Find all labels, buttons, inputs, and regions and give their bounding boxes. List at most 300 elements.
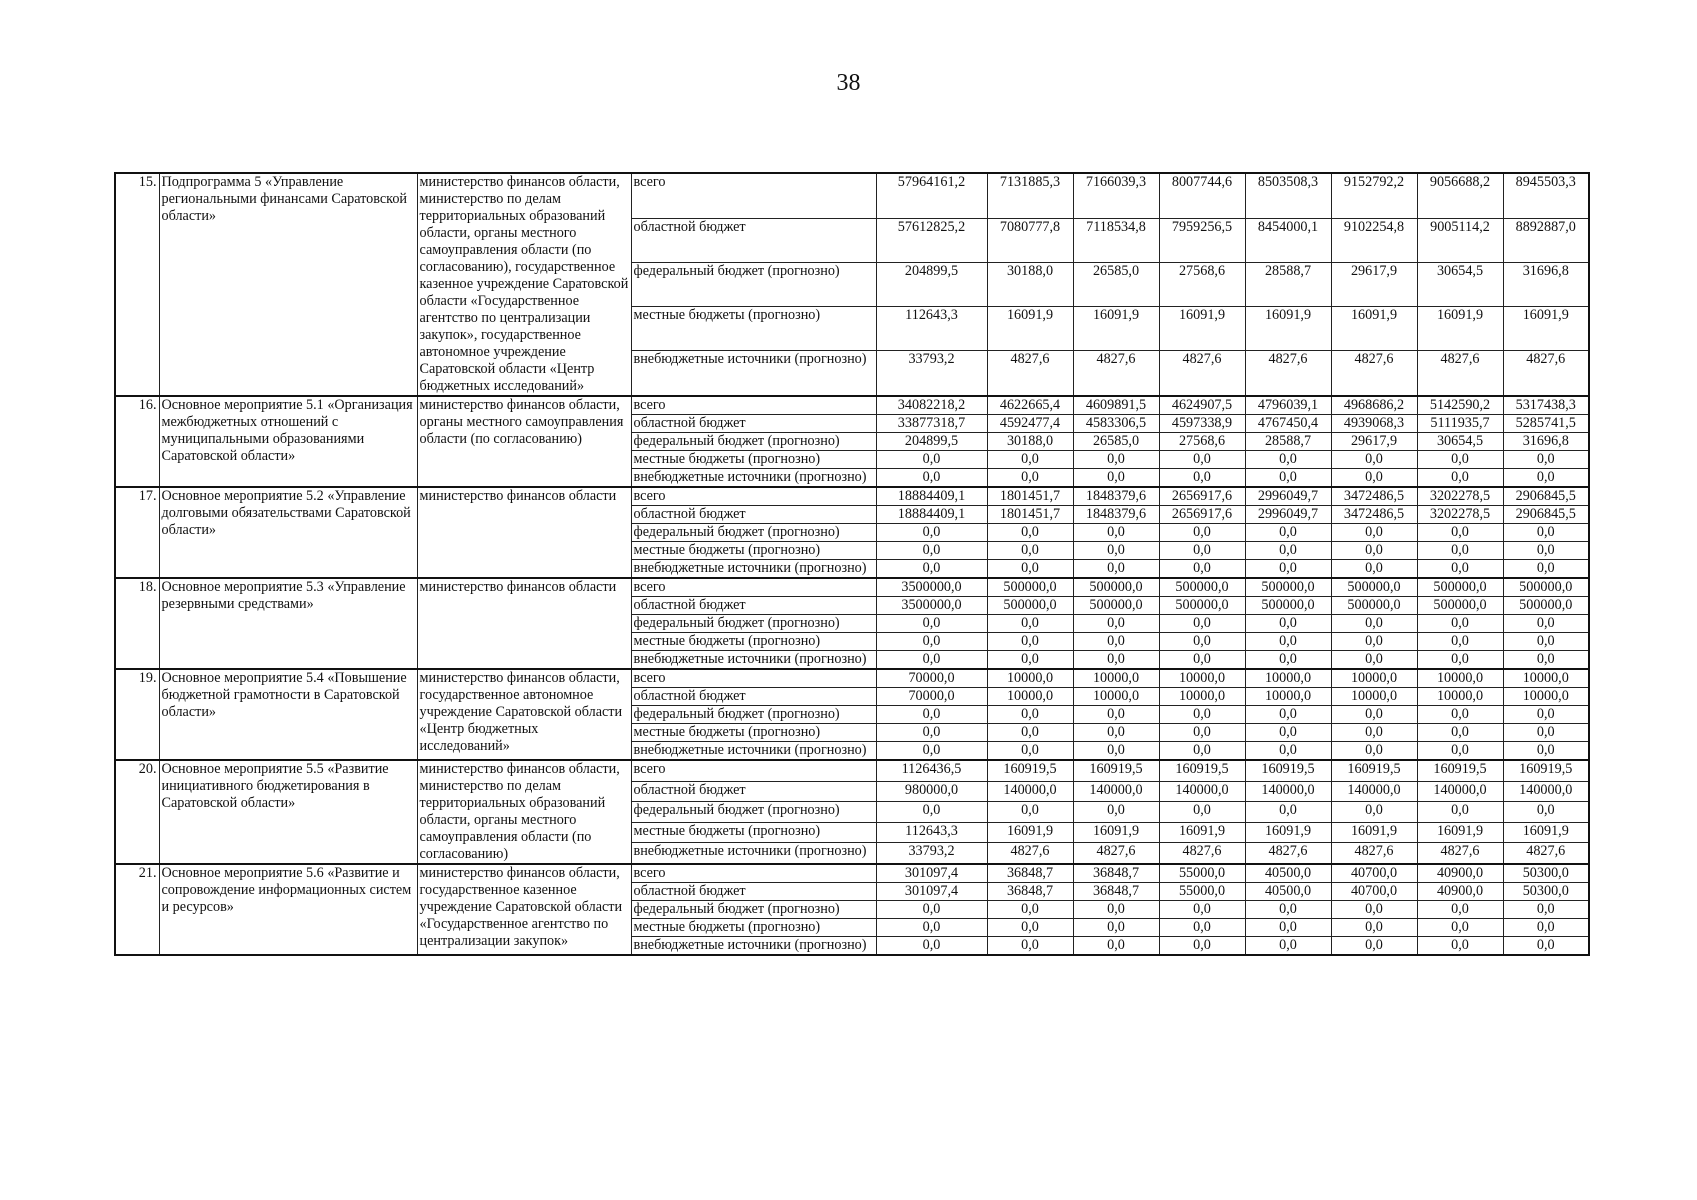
amount-cell: 7118534,8	[1073, 218, 1159, 262]
amount-cell: 160919,5	[987, 760, 1073, 781]
funding-source: внебюджетные источники (прогнозно)	[631, 469, 876, 488]
amount-cell: 0,0	[1331, 937, 1417, 956]
amount-cell: 0,0	[1417, 802, 1503, 823]
amount-cell: 0,0	[1159, 615, 1245, 633]
amount-cell: 1848379,6	[1073, 506, 1159, 524]
row-number: 18.	[115, 578, 159, 669]
program-name: Основное мероприятие 5.1 «Организация межбюджетных отношений с муниципальными образованиями Саратовской области»	[159, 396, 417, 487]
amount-cell: 0,0	[987, 615, 1073, 633]
amount-cell: 0,0	[1503, 937, 1589, 956]
amount-cell: 16091,9	[1073, 822, 1159, 843]
amount-cell: 0,0	[987, 742, 1073, 761]
amount-cell: 0,0	[1417, 542, 1503, 560]
amount-cell: 0,0	[1503, 651, 1589, 670]
amount-cell: 0,0	[1417, 742, 1503, 761]
amount-cell: 0,0	[1331, 615, 1417, 633]
amount-cell: 4827,6	[1331, 351, 1417, 396]
amount-cell: 0,0	[1159, 742, 1245, 761]
amount-cell: 4827,6	[1073, 843, 1159, 864]
amount-cell: 4592477,4	[987, 415, 1073, 433]
amount-cell: 0,0	[1073, 937, 1159, 956]
amount-cell: 27568,6	[1159, 262, 1245, 306]
amount-cell: 18884409,1	[876, 506, 987, 524]
amount-cell: 4827,6	[1159, 351, 1245, 396]
amount-cell: 0,0	[1417, 524, 1503, 542]
row-number: 19.	[115, 669, 159, 760]
amount-cell: 4609891,5	[1073, 396, 1159, 415]
amount-cell: 40900,0	[1417, 864, 1503, 883]
amount-cell: 500000,0	[1331, 597, 1417, 615]
amount-cell: 0,0	[1245, 451, 1331, 469]
amount-cell: 16091,9	[987, 307, 1073, 351]
amount-cell: 160919,5	[1073, 760, 1159, 781]
amount-cell: 0,0	[1159, 542, 1245, 560]
amount-cell: 0,0	[1503, 451, 1589, 469]
funding-source: всего	[631, 487, 876, 506]
table-row	[115, 669, 1589, 688]
amount-cell: 16091,9	[1417, 822, 1503, 843]
amount-cell: 36848,7	[987, 864, 1073, 883]
funding-source: внебюджетные источники (прогнозно)	[631, 843, 876, 864]
program-name: Основное мероприятие 5.6 «Развитие и сопровождение информационных систем и ресурсов»	[159, 864, 417, 955]
amount-cell: 26585,0	[1073, 433, 1159, 451]
funding-source: местные бюджеты (прогнозно)	[631, 633, 876, 651]
amount-cell: 140000,0	[1417, 781, 1503, 802]
funding-source: федеральный бюджет (прогнозно)	[631, 615, 876, 633]
amount-cell: 160919,5	[1159, 760, 1245, 781]
amount-cell: 0,0	[1245, 560, 1331, 579]
amount-cell: 27568,6	[1159, 433, 1245, 451]
amount-cell: 0,0	[1417, 615, 1503, 633]
amount-cell: 0,0	[1159, 937, 1245, 956]
amount-cell: 5317438,3	[1503, 396, 1589, 415]
row-number: 16.	[115, 396, 159, 487]
amount-cell: 0,0	[1159, 469, 1245, 488]
funding-source: всего	[631, 760, 876, 781]
executor: министерство финансов области, государственное автономное учреждение Саратовской области «Центр бюджетных исследований»	[417, 669, 631, 760]
amount-cell: 160919,5	[1245, 760, 1331, 781]
amount-cell: 36848,7	[1073, 864, 1159, 883]
amount-cell: 0,0	[1245, 651, 1331, 670]
amount-cell: 70000,0	[876, 669, 987, 688]
amount-cell: 0,0	[1245, 919, 1331, 937]
amount-cell: 10000,0	[1417, 669, 1503, 688]
amount-cell: 0,0	[1503, 742, 1589, 761]
amount-cell: 33877318,7	[876, 415, 987, 433]
amount-cell: 500000,0	[987, 597, 1073, 615]
amount-cell: 10000,0	[1245, 688, 1331, 706]
amount-cell: 8007744,6	[1159, 173, 1245, 218]
amount-cell: 0,0	[1073, 802, 1159, 823]
amount-cell: 0,0	[1331, 919, 1417, 937]
amount-cell: 500000,0	[1417, 597, 1503, 615]
funding-source: федеральный бюджет (прогнозно)	[631, 901, 876, 919]
amount-cell: 70000,0	[876, 688, 987, 706]
amount-cell: 500000,0	[1331, 578, 1417, 597]
amount-cell: 500000,0	[1159, 597, 1245, 615]
amount-cell: 204899,5	[876, 433, 987, 451]
amount-cell: 55000,0	[1159, 864, 1245, 883]
amount-cell: 4827,6	[1417, 351, 1503, 396]
amount-cell: 0,0	[1073, 633, 1159, 651]
amount-cell: 4827,6	[1503, 843, 1589, 864]
amount-cell: 0,0	[987, 706, 1073, 724]
amount-cell: 40700,0	[1331, 864, 1417, 883]
amount-cell: 31696,8	[1503, 262, 1589, 306]
amount-cell: 16091,9	[1245, 307, 1331, 351]
amount-cell: 0,0	[1159, 919, 1245, 937]
amount-cell: 5285741,5	[1503, 415, 1589, 433]
amount-cell: 0,0	[1159, 901, 1245, 919]
table-row	[115, 578, 1589, 597]
amount-cell: 3472486,5	[1331, 506, 1417, 524]
amount-cell: 0,0	[987, 651, 1073, 670]
executor: министерство финансов области, государственное казенное учреждение Саратовской области «Государственное агентство по централизации закупок»	[417, 864, 631, 955]
amount-cell: 0,0	[876, 919, 987, 937]
row-number: 20.	[115, 760, 159, 864]
amount-cell: 0,0	[1417, 451, 1503, 469]
amount-cell: 2906845,5	[1503, 487, 1589, 506]
amount-cell: 50300,0	[1503, 864, 1589, 883]
amount-cell: 500000,0	[1503, 578, 1589, 597]
amount-cell: 0,0	[876, 937, 987, 956]
amount-cell: 0,0	[1503, 524, 1589, 542]
amount-cell: 4827,6	[1245, 843, 1331, 864]
amount-cell: 0,0	[1245, 937, 1331, 956]
amount-cell: 500000,0	[1073, 597, 1159, 615]
amount-cell: 40700,0	[1331, 883, 1417, 901]
amount-cell: 0,0	[987, 802, 1073, 823]
amount-cell: 0,0	[987, 451, 1073, 469]
funding-source: областной бюджет	[631, 688, 876, 706]
amount-cell: 1801451,7	[987, 487, 1073, 506]
page-number: 38	[836, 70, 861, 96]
amount-cell: 0,0	[1331, 469, 1417, 488]
amount-cell: 0,0	[1245, 615, 1331, 633]
amount-cell: 33793,2	[876, 351, 987, 396]
amount-cell: 160919,5	[1331, 760, 1417, 781]
amount-cell: 55000,0	[1159, 883, 1245, 901]
amount-cell: 0,0	[1159, 651, 1245, 670]
amount-cell: 0,0	[1417, 706, 1503, 724]
amount-cell: 0,0	[1331, 724, 1417, 742]
amount-cell: 500000,0	[1245, 578, 1331, 597]
amount-cell: 0,0	[1159, 706, 1245, 724]
amount-cell: 30188,0	[987, 262, 1073, 306]
amount-cell: 10000,0	[987, 688, 1073, 706]
amount-cell: 8945503,3	[1503, 173, 1589, 218]
amount-cell: 29617,9	[1331, 433, 1417, 451]
table-row	[115, 760, 1589, 781]
amount-cell: 0,0	[1331, 560, 1417, 579]
amount-cell: 0,0	[987, 469, 1073, 488]
amount-cell: 16091,9	[1159, 307, 1245, 351]
amount-cell: 0,0	[876, 724, 987, 742]
amount-cell: 10000,0	[1073, 669, 1159, 688]
funding-source: областной бюджет	[631, 415, 876, 433]
amount-cell: 0,0	[876, 524, 987, 542]
funding-source: всего	[631, 864, 876, 883]
row-number: 15.	[115, 173, 159, 396]
amount-cell: 34082218,2	[876, 396, 987, 415]
amount-cell: 500000,0	[1159, 578, 1245, 597]
amount-cell: 10000,0	[1503, 669, 1589, 688]
amount-cell: 18884409,1	[876, 487, 987, 506]
funding-source: областной бюджет	[631, 883, 876, 901]
funding-source: областной бюджет	[631, 218, 876, 262]
amount-cell: 500000,0	[1503, 597, 1589, 615]
amount-cell: 140000,0	[1245, 781, 1331, 802]
amount-cell: 0,0	[1503, 724, 1589, 742]
amount-cell: 0,0	[1245, 742, 1331, 761]
amount-cell: 112643,3	[876, 307, 987, 351]
amount-cell: 1126436,5	[876, 760, 987, 781]
amount-cell: 10000,0	[1159, 669, 1245, 688]
funding-source: всего	[631, 173, 876, 218]
amount-cell: 140000,0	[1503, 781, 1589, 802]
amount-cell: 4827,6	[1245, 351, 1331, 396]
amount-cell: 0,0	[1073, 706, 1159, 724]
amount-cell: 0,0	[1073, 524, 1159, 542]
amount-cell: 0,0	[1245, 901, 1331, 919]
table-row	[115, 487, 1589, 506]
amount-cell: 40500,0	[1245, 864, 1331, 883]
program-name: Основное мероприятие 5.4 «Повышение бюджетной грамотности в Саратовской области»	[159, 669, 417, 760]
executor: министерство финансов области, органы местного самоуправления области (по согласованию)	[417, 396, 631, 487]
amount-cell: 0,0	[987, 524, 1073, 542]
amount-cell: 28588,7	[1245, 262, 1331, 306]
amount-cell: 7959256,5	[1159, 218, 1245, 262]
row-number: 21.	[115, 864, 159, 955]
amount-cell: 7080777,8	[987, 218, 1073, 262]
amount-cell: 140000,0	[1331, 781, 1417, 802]
amount-cell: 0,0	[1417, 469, 1503, 488]
amount-cell: 16091,9	[1503, 822, 1589, 843]
amount-cell: 4624907,5	[1159, 396, 1245, 415]
amount-cell: 2656917,6	[1159, 487, 1245, 506]
amount-cell: 1848379,6	[1073, 487, 1159, 506]
amount-cell: 0,0	[987, 901, 1073, 919]
amount-cell: 4827,6	[987, 351, 1073, 396]
amount-cell: 16091,9	[1331, 307, 1417, 351]
amount-cell: 4827,6	[1331, 843, 1417, 864]
funding-source: местные бюджеты (прогнозно)	[631, 822, 876, 843]
funding-source: местные бюджеты (прогнозно)	[631, 724, 876, 742]
amount-cell: 0,0	[876, 469, 987, 488]
funding-source: федеральный бюджет (прогнозно)	[631, 262, 876, 306]
amount-cell: 0,0	[1245, 706, 1331, 724]
amount-cell: 0,0	[1503, 469, 1589, 488]
amount-cell: 0,0	[1245, 469, 1331, 488]
amount-cell: 0,0	[1245, 633, 1331, 651]
amount-cell: 5142590,2	[1417, 396, 1503, 415]
amount-cell: 10000,0	[987, 669, 1073, 688]
amount-cell: 30654,5	[1417, 262, 1503, 306]
amount-cell: 0,0	[1331, 633, 1417, 651]
funding-source: областной бюджет	[631, 597, 876, 615]
amount-cell: 0,0	[1073, 919, 1159, 937]
amount-cell: 16091,9	[1417, 307, 1503, 351]
amount-cell: 1801451,7	[987, 506, 1073, 524]
amount-cell: 57964161,2	[876, 173, 987, 218]
amount-cell: 0,0	[1073, 451, 1159, 469]
amount-cell: 16091,9	[1073, 307, 1159, 351]
amount-cell: 0,0	[876, 633, 987, 651]
amount-cell: 31696,8	[1503, 433, 1589, 451]
funding-source: внебюджетные источники (прогнозно)	[631, 351, 876, 396]
amount-cell: 0,0	[987, 724, 1073, 742]
amount-cell: 0,0	[1331, 651, 1417, 670]
amount-cell: 0,0	[876, 542, 987, 560]
program-name: Основное мероприятие 5.3 «Управление резервными средствами»	[159, 578, 417, 669]
table-row	[115, 173, 1589, 218]
funding-source: внебюджетные источники (прогнозно)	[631, 651, 876, 670]
amount-cell: 140000,0	[1073, 781, 1159, 802]
amount-cell: 4827,6	[1159, 843, 1245, 864]
budget-table	[114, 172, 1590, 956]
amount-cell: 0,0	[1159, 524, 1245, 542]
program-name: Подпрограмма 5 «Управление региональными финансами Саратовской области»	[159, 173, 417, 396]
amount-cell: 301097,4	[876, 864, 987, 883]
funding-source: всего	[631, 669, 876, 688]
amount-cell: 0,0	[1073, 469, 1159, 488]
program-name: Основное мероприятие 5.2 «Управление долговыми обязательствами Саратовской области»	[159, 487, 417, 578]
amount-cell: 4827,6	[987, 843, 1073, 864]
amount-cell: 0,0	[1503, 560, 1589, 579]
amount-cell: 160919,5	[1417, 760, 1503, 781]
amount-cell: 0,0	[1331, 742, 1417, 761]
amount-cell: 0,0	[1245, 724, 1331, 742]
amount-cell: 16091,9	[1503, 307, 1589, 351]
amount-cell: 8503508,3	[1245, 173, 1331, 218]
funding-source: всего	[631, 396, 876, 415]
amount-cell: 0,0	[1417, 937, 1503, 956]
amount-cell: 30188,0	[987, 433, 1073, 451]
amount-cell: 10000,0	[1331, 669, 1417, 688]
amount-cell: 2996049,7	[1245, 506, 1331, 524]
amount-cell: 0,0	[1417, 651, 1503, 670]
amount-cell: 3202278,5	[1417, 506, 1503, 524]
amount-cell: 0,0	[1417, 560, 1503, 579]
amount-cell: 0,0	[1073, 742, 1159, 761]
amount-cell: 4622665,4	[987, 396, 1073, 415]
amount-cell: 4796039,1	[1245, 396, 1331, 415]
amount-cell: 0,0	[1331, 524, 1417, 542]
amount-cell: 0,0	[1073, 651, 1159, 670]
table-row	[115, 396, 1589, 415]
amount-cell: 0,0	[1159, 633, 1245, 651]
amount-cell: 3472486,5	[1331, 487, 1417, 506]
amount-cell: 0,0	[1503, 706, 1589, 724]
amount-cell: 500000,0	[987, 578, 1073, 597]
amount-cell: 29617,9	[1331, 262, 1417, 306]
funding-source: областной бюджет	[631, 506, 876, 524]
amount-cell: 7166039,3	[1073, 173, 1159, 218]
amount-cell: 4827,6	[1073, 351, 1159, 396]
amount-cell: 9102254,8	[1331, 218, 1417, 262]
amount-cell: 0,0	[876, 802, 987, 823]
amount-cell: 0,0	[987, 633, 1073, 651]
amount-cell: 0,0	[1503, 802, 1589, 823]
funding-source: внебюджетные источники (прогнозно)	[631, 937, 876, 956]
executor: министерство финансов области, министерство по делам территориальных образований области, органы местного самоуправления области (по согласованию), государственное казенное учреждение Саратовской области «Государственное агентство по централизации закупок», государственное автономное учреждение Саратовской области «Центр бюджетных исследований»	[417, 173, 631, 396]
amount-cell: 4827,6	[1417, 843, 1503, 864]
amount-cell: 2656917,6	[1159, 506, 1245, 524]
amount-cell: 8892887,0	[1503, 218, 1589, 262]
amount-cell: 10000,0	[1159, 688, 1245, 706]
amount-cell: 36848,7	[1073, 883, 1159, 901]
amount-cell: 7131885,3	[987, 173, 1073, 218]
amount-cell: 0,0	[1073, 542, 1159, 560]
amount-cell: 140000,0	[1159, 781, 1245, 802]
amount-cell: 0,0	[1503, 633, 1589, 651]
amount-cell: 0,0	[876, 706, 987, 724]
funding-source: федеральный бюджет (прогнозно)	[631, 802, 876, 823]
amount-cell: 0,0	[987, 560, 1073, 579]
funding-source: местные бюджеты (прогнозно)	[631, 919, 876, 937]
amount-cell: 33793,2	[876, 843, 987, 864]
amount-cell: 3202278,5	[1417, 487, 1503, 506]
amount-cell: 8454000,1	[1245, 218, 1331, 262]
amount-cell: 0,0	[876, 615, 987, 633]
amount-cell: 10000,0	[1245, 669, 1331, 688]
amount-cell: 0,0	[1503, 901, 1589, 919]
amount-cell: 10000,0	[1417, 688, 1503, 706]
amount-cell: 0,0	[1159, 802, 1245, 823]
amount-cell: 28588,7	[1245, 433, 1331, 451]
amount-cell: 980000,0	[876, 781, 987, 802]
funding-source: областной бюджет	[631, 781, 876, 802]
amount-cell: 0,0	[876, 742, 987, 761]
amount-cell: 0,0	[1159, 451, 1245, 469]
amount-cell: 0,0	[1073, 901, 1159, 919]
funding-source: федеральный бюджет (прогнозно)	[631, 524, 876, 542]
amount-cell: 9152792,2	[1331, 173, 1417, 218]
amount-cell: 0,0	[876, 901, 987, 919]
amount-cell: 3500000,0	[876, 578, 987, 597]
amount-cell: 57612825,2	[876, 218, 987, 262]
amount-cell: 36848,7	[987, 883, 1073, 901]
amount-cell: 301097,4	[876, 883, 987, 901]
amount-cell: 0,0	[1331, 451, 1417, 469]
amount-cell: 500000,0	[1245, 597, 1331, 615]
amount-cell: 3500000,0	[876, 597, 987, 615]
amount-cell: 40500,0	[1245, 883, 1331, 901]
amount-cell: 0,0	[1245, 542, 1331, 560]
amount-cell: 0,0	[1245, 524, 1331, 542]
funding-source: всего	[631, 578, 876, 597]
amount-cell: 0,0	[876, 651, 987, 670]
amount-cell: 4583306,5	[1073, 415, 1159, 433]
amount-cell: 26585,0	[1073, 262, 1159, 306]
amount-cell: 0,0	[1331, 802, 1417, 823]
funding-source: местные бюджеты (прогнозно)	[631, 451, 876, 469]
funding-source: федеральный бюджет (прогнозно)	[631, 433, 876, 451]
amount-cell: 4767450,4	[1245, 415, 1331, 433]
amount-cell: 16091,9	[1159, 822, 1245, 843]
amount-cell: 0,0	[1503, 542, 1589, 560]
amount-cell: 0,0	[1073, 724, 1159, 742]
amount-cell: 50300,0	[1503, 883, 1589, 901]
amount-cell: 10000,0	[1331, 688, 1417, 706]
amount-cell: 0,0	[876, 560, 987, 579]
row-number: 17.	[115, 487, 159, 578]
amount-cell: 204899,5	[876, 262, 987, 306]
amount-cell: 16091,9	[1331, 822, 1417, 843]
amount-cell: 0,0	[1417, 724, 1503, 742]
amount-cell: 10000,0	[1503, 688, 1589, 706]
amount-cell: 4827,6	[1503, 351, 1589, 396]
